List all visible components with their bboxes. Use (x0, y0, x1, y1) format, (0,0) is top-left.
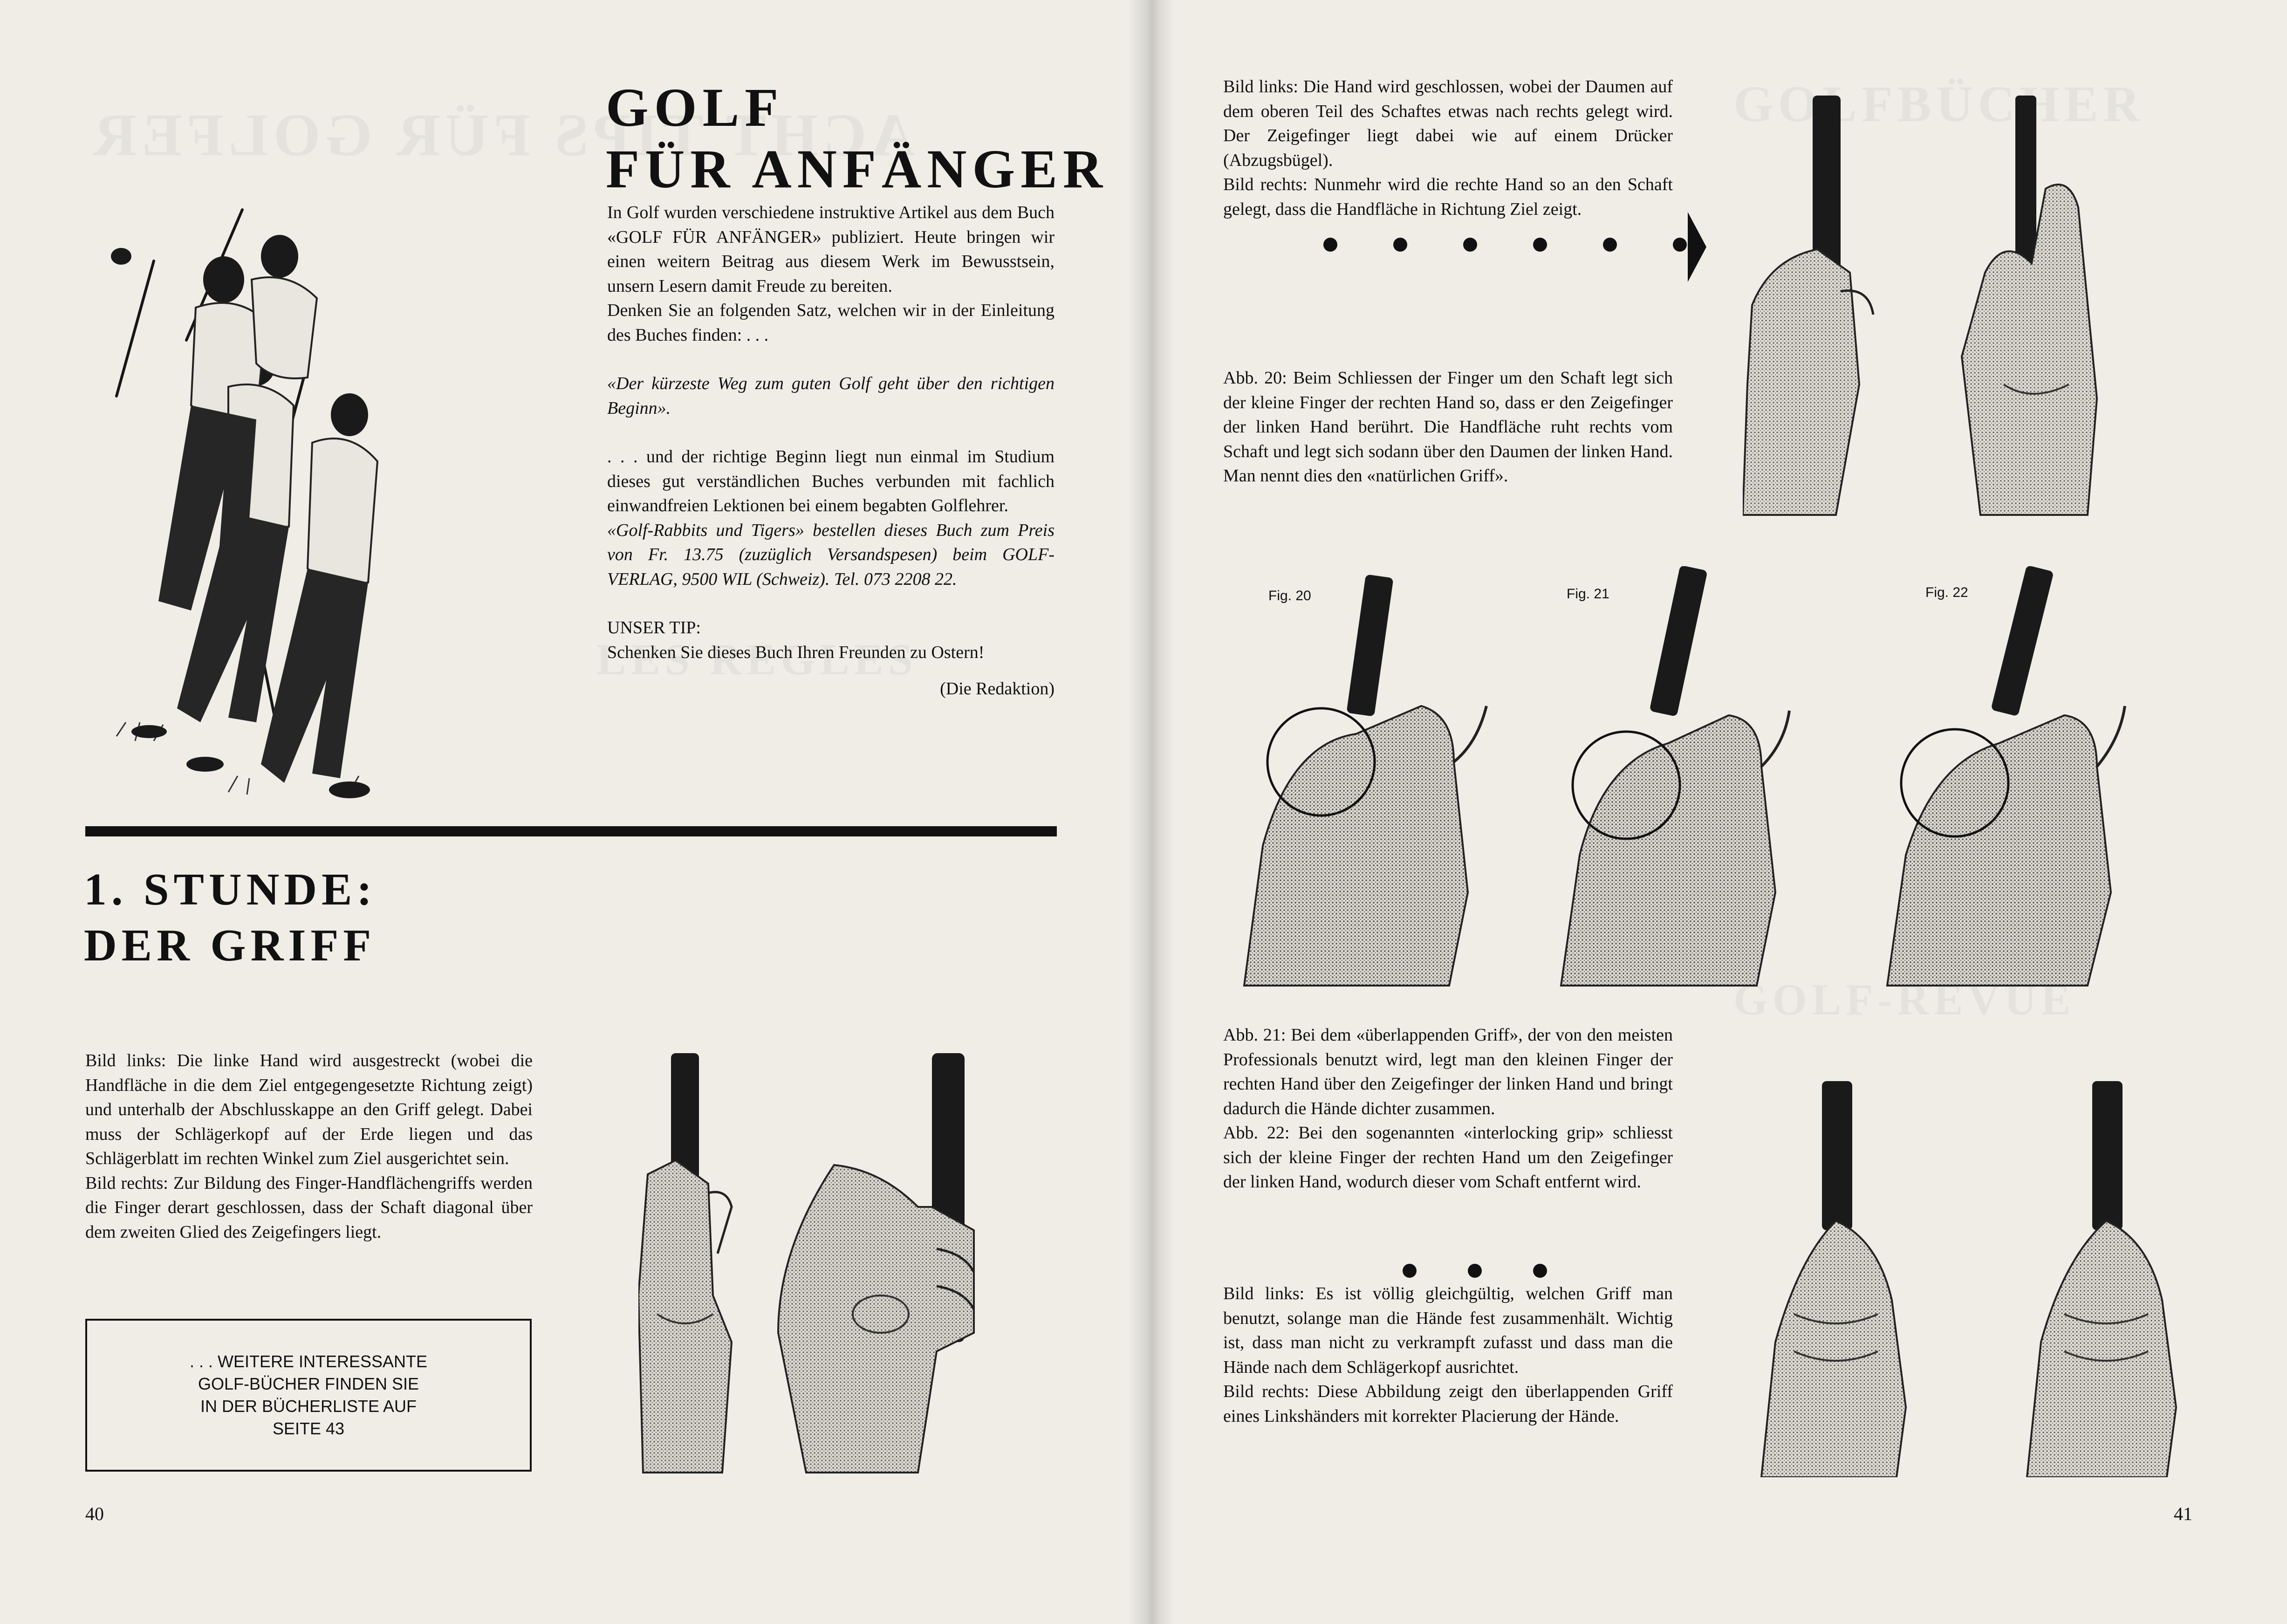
caption-paragraph: Bild rechts: Nunmehr wird die rechte Hand so an den Schaft gelegt, dass die Handfläche in Richtung Ziel zeigt. (1223, 175, 1673, 219)
bullet-dot-icon (1323, 238, 1337, 252)
section-title (84, 862, 377, 973)
caption-paragraph: Bild rechts: Diese Abbildung zeigt den überlappenden Griff eines Linkshänders mit korrekter Placierung der Hände. (1223, 1382, 1673, 1426)
book-list-line: IN DER BÜCHERLISTE AUF (200, 1397, 417, 1416)
caption-paragraph: Bild links: Die Hand wird geschlossen, wobei der Daumen auf dem oberen Teil des Schaftes etwas nach rechts gelegt wird. Der Zeigefinger liegt dabei wie auf einem Drücker (Abzugsbügel). (1223, 77, 1673, 170)
fig-21-illustration (1561, 566, 1789, 986)
bullet-dot-icon (1603, 238, 1617, 252)
page-title-line-1: GOLF (606, 77, 784, 138)
bullet-dot-icon (1533, 238, 1547, 252)
section-title-line-2: DER GRIFF (84, 920, 376, 971)
page-number-right: 41 (2174, 1503, 2192, 1524)
bullet-row (1323, 238, 1687, 252)
fig-label: Fig. 22 (1925, 585, 1968, 600)
page-title (606, 77, 1108, 200)
bullet-dot-icon (1403, 1264, 1417, 1278)
golfer-sequence-illustration (89, 200, 424, 806)
abb21-22-caption (1223, 1023, 1673, 1194)
fig-label: Fig. 21 (1567, 586, 1609, 602)
page-gutter (1128, 0, 1174, 1624)
intro-paragraph: Denken Sie an folgenden Satz, welchen wir in der Einleitung des Buches finden: . . . (607, 301, 1054, 345)
lesson-text (85, 1048, 533, 1244)
order-note: «Golf-Rabbits und Tigers» bestellen dieses Buch zum Preis von Fr. 13.75 (zuzüglich Versandspesen) beim GOLF-VERLAG, 9500 WIL (Schweiz). Tel. 073 2208 22. (607, 520, 1054, 589)
bullet-row (1403, 1264, 1547, 1278)
caption-paragraph: Bild links: Es ist völlig gleichgültig, welchen Griff man benutzt, solange man die Hände fest zusammenhält. Wichtig ist, dass man nicht zu verkrampft zufasst und dass man die Hände nach dem Schlägerkopf ausrichtet. (1223, 1284, 1673, 1377)
book-list-line: . . . WEITERE INTERESSANTE (189, 1352, 428, 1371)
section-title-line-1: 1. STUNDE: (84, 864, 377, 915)
tip-text: Schenken Sie dieses Buch Ihren Freunden zu Ostern! (607, 642, 985, 662)
hand-grip-illustration (1743, 96, 2190, 524)
intro-column (607, 200, 1054, 701)
page-number-left: 40 (85, 1503, 104, 1524)
hand-grip-illustration (638, 1053, 1048, 1482)
fig-22-illustration (1887, 566, 2125, 986)
top-caption (1223, 75, 1673, 221)
bottom-caption (1223, 1281, 1673, 1428)
intro-paragraph: In Golf wurden verschiedene instruktive Artikel aus dem Buch «GOLF FÜR ANFÄNGER» publiziert. Heute bringen wir einen weitern Beitrag aus diesem Werk im Bewusstsein, unsern Lesern damit Freude zu bereiten. (607, 203, 1054, 296)
bullet-dot-icon (1393, 238, 1407, 252)
fig-label: Fig. 20 (1268, 588, 1311, 603)
tip-heading: UNSER TIP: (607, 618, 701, 637)
signature: (Die Redaktion) (940, 679, 1054, 699)
fig-20-illustration (1244, 574, 1486, 986)
grip-figures (1235, 566, 2190, 990)
bullet-dot-icon (1468, 1264, 1482, 1278)
continuation-paragraph: . . . und der richtige Beginn liegt nun einmal im Studium dieses gut verständlichen Buches verbunden mit fachlich einwandfreien Lektionen bei einem begabten Golflehrer. (607, 447, 1054, 515)
caption-paragraph: Abb. 22: Bei den sogenannten «interlocking grip» schliesst sich der kleine Finger der rechten Hand um den Zeigefinger der linken Hand, wodurch dieser vom Schaft entfernt wird. (1223, 1123, 1673, 1192)
page-title-line-2: FÜR ANFÄNGER (606, 138, 1109, 200)
bullet-dot-icon (1533, 1264, 1547, 1278)
book-list-box (85, 1319, 532, 1472)
bullet-dot-icon (1463, 238, 1477, 252)
abb20-caption: Abb. 20: Beim Schliessen der Finger um den Schaft legt sich der kleine Finger der rechten Hand so, dass er den Zeigefinger der linken Hand berührt. Die Handfläche ruht rechts vom Schaft und legt sich sodann über den Daumen der linken Hand. Man nennt dies den «natürlichen Griff». (1223, 368, 1673, 486)
quote: «Der kürzeste Weg zum guten Golf geht über den richtigen Beginn». (607, 374, 1054, 418)
lesson-paragraph: Bild rechts: Zur Bildung des Finger-Handflächengriffs werden die Finger derart geschlossen, dass der Schaft diagonal über dem zweiten Glied des Zeigefingers liegt. (85, 1173, 533, 1242)
caption-paragraph: Abb. 21: Bei dem «überlappenden Griff», der von den meisten Professionals benutzt wird, legt man den kleinen Finger der rechten Hand über den Zeigefinger der linken Hand und bringt dadurch die Hände dichter zusammen. (1223, 1025, 1673, 1118)
lesson-paragraph: Bild links: Die linke Hand wird ausgestreckt (wobei die Handfläche in die dem Ziel entgegengesetzte Richtung zeigt) und unterhalb der Abschlusskappe an den Griff gelegt. Dabei muss der Schlägerkopf auf der Erde liegen und das Schlägerblatt im rechten Winkel zum Ziel ausgerichtet sein. (85, 1051, 533, 1168)
section-divider (85, 826, 1057, 836)
book-list-line: SEITE 43 (272, 1419, 345, 1438)
bullet-dot-icon (1673, 238, 1687, 252)
book-list-line: GOLF-BÜCHER FINDEN SIE (198, 1374, 419, 1393)
hand-grip-illustration (1747, 1081, 2195, 1477)
arrow-right-icon (1688, 212, 1706, 282)
